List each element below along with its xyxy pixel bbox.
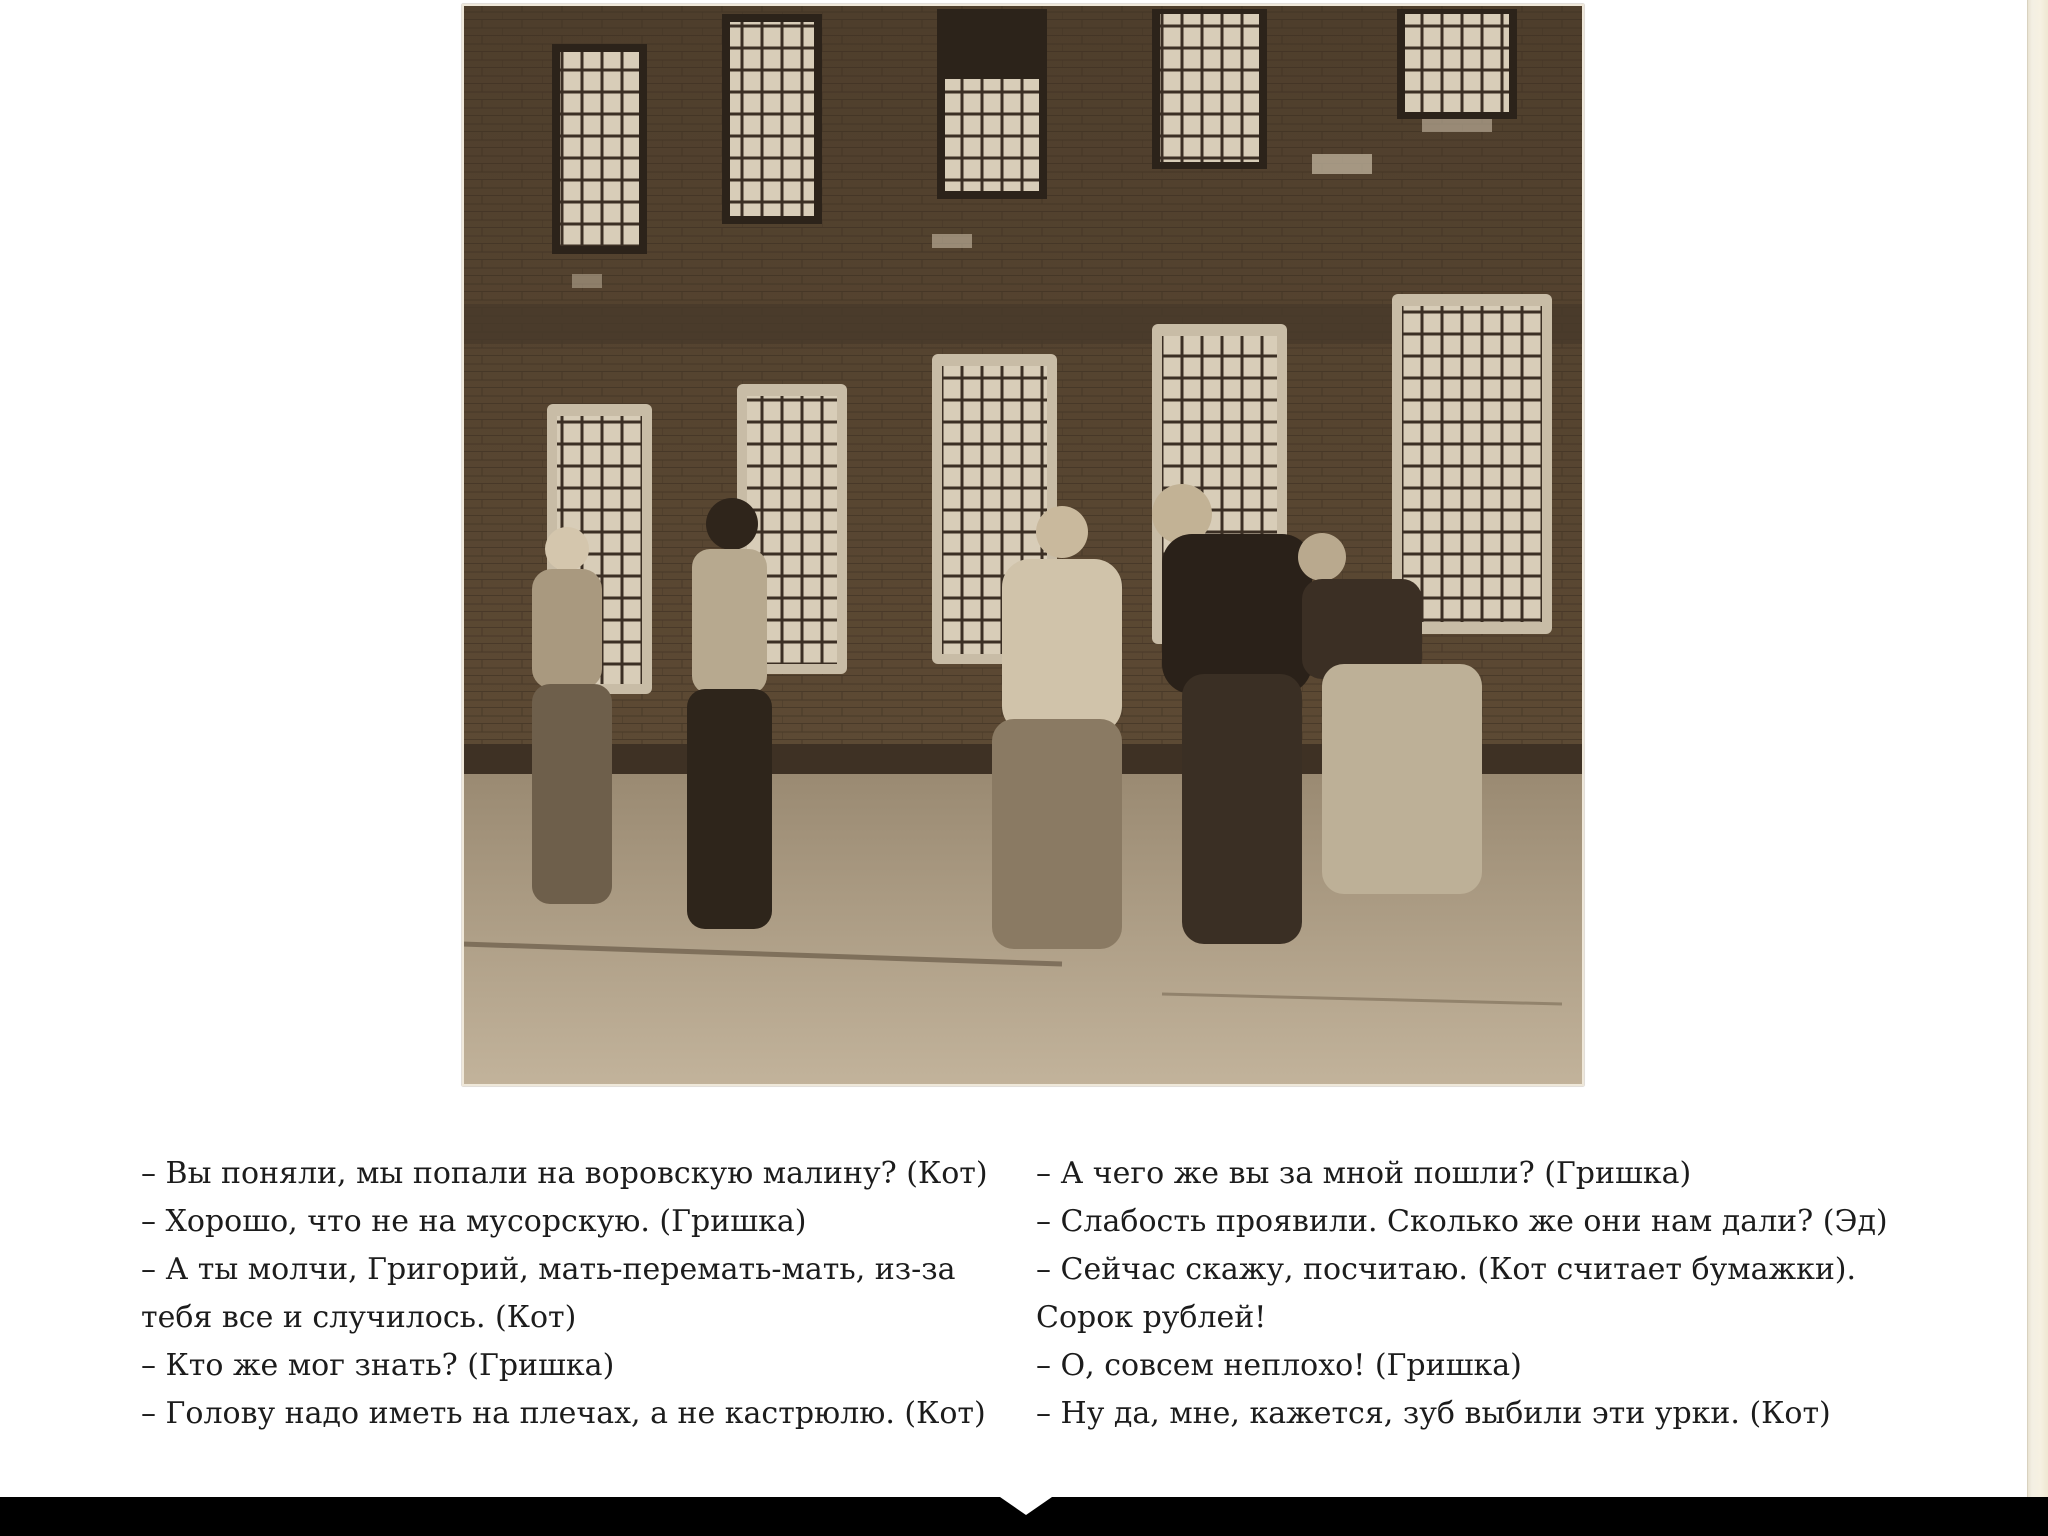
dialogue-left-column <box>141 1150 1021 1438</box>
dialogue-line: – А чего же вы за мной пошли? (Гришка) <box>1036 1156 1692 1191</box>
photo-illustration <box>462 4 1584 1086</box>
dialogue-line: тебя все и случилось. (Кот) <box>141 1300 577 1335</box>
dialogue-line: – Ну да, мне, кажется, зуб выбили эти урки. (Кот) <box>1036 1396 1831 1431</box>
dialogue-line: – Слабость проявили. Сколько же они нам дали? (Эд) <box>1036 1204 1888 1239</box>
chevron-down-icon[interactable] <box>1000 1497 1052 1515</box>
dialogue-line: – А ты молчи, Григорий, мать-перемать-мать, из-за <box>141 1252 956 1287</box>
dialogue-line: – О, совсем неплохо! (Гришка) <box>1036 1348 1522 1383</box>
dialogue-line: – Сейчас скажу, посчитаю. (Кот считает бумажки). <box>1036 1252 1857 1287</box>
dialogue-line: – Хорошо, что не на мусорскую. (Гришка) <box>141 1204 807 1239</box>
page-edge <box>2027 0 2048 1497</box>
dialogue-right-column <box>1036 1150 1916 1438</box>
photo-image <box>462 4 1584 1086</box>
dialogue-line: – Вы поняли, мы попали на воровскую малину? (Кот) <box>141 1156 988 1191</box>
dialogue-line: Сорок рублей! <box>1036 1300 1267 1335</box>
dialogue-line: – Голову надо иметь на плечах, а не кастрюлю. (Кот) <box>141 1396 986 1431</box>
dialogue-line: – Кто же мог знать? (Гришка) <box>141 1348 615 1383</box>
